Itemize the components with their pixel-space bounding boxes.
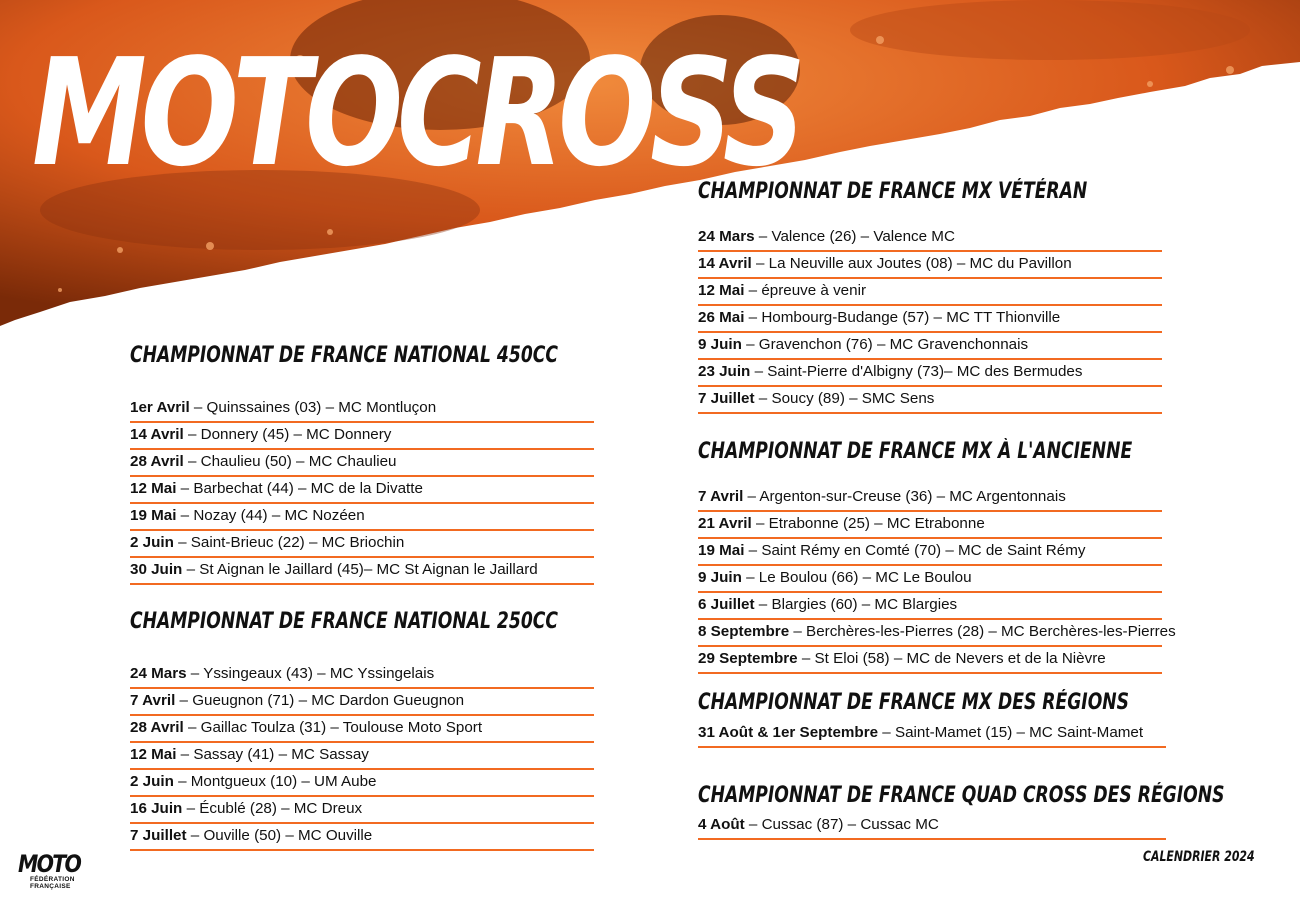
event-list — [698, 485, 1176, 674]
ffm-logo — [18, 852, 88, 890]
event-details: – Soucy (89) – SMC Sens — [754, 390, 935, 407]
event-list — [698, 721, 1166, 748]
event-details: – Argenton-sur-Creuse (36) – MC Argentonnais — [743, 488, 1066, 505]
event-date: 29 Septembre — [698, 650, 798, 667]
event-details: – Saint Rémy en Comté (70) – MC de Saint Rémy — [744, 542, 1086, 559]
event-details: – Gaillac Toulza (31) – Toulouse Moto Sport — [183, 719, 483, 736]
section-national-450cc — [130, 343, 594, 585]
event-details: – La Neuville aux Joutes (08) – MC du Pavillon — [751, 255, 1072, 272]
section-mx-veteran — [698, 179, 1162, 414]
event-row — [698, 387, 1162, 414]
event-row — [698, 306, 1162, 333]
event-row — [698, 566, 1162, 593]
logo-word: MOTO — [18, 850, 81, 878]
event-date: 30 Juin — [130, 561, 183, 578]
event-row — [698, 485, 1162, 512]
event-row — [698, 539, 1162, 566]
event-date: 9 Juin — [698, 336, 742, 353]
event-date: 2 Juin — [130, 534, 174, 551]
event-date: 7 Avril — [698, 488, 744, 505]
event-details: – épreuve à venir — [744, 282, 867, 299]
event-details: – Etrabonne (25) – MC Etrabonne — [751, 515, 985, 532]
event-row — [130, 531, 594, 558]
event-row — [130, 396, 594, 423]
event-details: – Le Boulou (66) – MC Le Boulou — [741, 569, 972, 586]
event-date: 24 Mars — [698, 228, 755, 245]
event-row — [698, 333, 1162, 360]
section-mx-regions — [698, 690, 1166, 748]
event-row — [130, 558, 594, 585]
event-date: 14 Avril — [698, 255, 752, 272]
event-list — [130, 396, 594, 585]
event-date: 23 Juin — [698, 363, 751, 380]
event-details: – St Eloi (58) – MC de Nevers et de la Nièvre — [797, 650, 1106, 667]
event-row — [130, 797, 594, 824]
event-date: 12 Mai — [130, 480, 177, 497]
event-row — [698, 647, 1162, 674]
event-details: – Berchères-les-Pierres (28) – MC Berchères-les-Pierres — [789, 623, 1176, 640]
event-details: – St Aignan le Jaillard (45)– MC St Aignan le Jaillard — [182, 561, 538, 578]
event-details: – Hombourg-Budange (57) – MC TT Thionville — [744, 309, 1061, 326]
event-details: – Donnery (45) – MC Donnery — [183, 426, 392, 443]
event-date: 26 Mai — [698, 309, 745, 326]
event-date: 2 Juin — [130, 773, 174, 790]
event-details: – Saint-Pierre d'Albigny (73)– MC des Bermudes — [750, 363, 1083, 380]
event-date: 9 Juin — [698, 569, 742, 586]
event-details: – Quinssaines (03) – MC Montluçon — [189, 399, 437, 416]
event-row — [130, 743, 594, 770]
event-details: – Valence (26) – Valence MC — [754, 228, 955, 245]
section-title: CHAMPIONNAT DE FRANCE MX VÉTÉRAN — [698, 179, 1088, 204]
section-title: CHAMPIONNAT DE FRANCE MX DES RÉGIONS — [698, 690, 1130, 715]
event-details: – Cussac (87) – Cussac MC — [744, 816, 939, 833]
event-date: 12 Mai — [698, 282, 745, 299]
section-national-250cc — [130, 609, 594, 851]
event-list — [698, 813, 1166, 840]
event-row — [698, 252, 1162, 279]
logo-subtitle-2: FRANÇAISE — [30, 883, 71, 890]
event-date: 14 Avril — [130, 426, 184, 443]
event-row — [698, 279, 1162, 306]
event-date: 28 Avril — [130, 719, 184, 736]
event-row — [130, 689, 594, 716]
event-row — [130, 824, 594, 851]
event-details: – Écublé (28) – MC Dreux — [182, 800, 363, 817]
event-details: – Saint-Brieuc (22) – MC Briochin — [173, 534, 405, 551]
event-date: 4 Août — [698, 816, 745, 833]
section-title: CHAMPIONNAT DE FRANCE MX À L'ANCIENNE — [698, 439, 1133, 464]
event-row — [698, 225, 1162, 252]
section-title: CHAMPIONNAT DE FRANCE NATIONAL 450CC — [130, 343, 558, 368]
event-date: 7 Juillet — [698, 390, 755, 407]
section-title: CHAMPIONNAT DE FRANCE QUAD CROSS DES RÉGIONS — [698, 783, 1225, 808]
event-row — [698, 512, 1162, 539]
event-row — [130, 662, 594, 689]
page-title: MOTOCROSS — [32, 27, 800, 199]
event-row — [130, 477, 594, 504]
event-row — [130, 450, 594, 477]
calendar-label: CALENDRIER 2024 — [1143, 849, 1255, 865]
event-details: – Sassay (41) – MC Sassay — [176, 746, 369, 763]
event-date: 8 Septembre — [698, 623, 790, 640]
event-row — [698, 593, 1162, 620]
event-date: 21 Avril — [698, 515, 752, 532]
event-row — [698, 721, 1166, 748]
event-details: – Nozay (44) – MC Nozéen — [176, 507, 365, 524]
section-mx-ancienne — [698, 439, 1176, 674]
event-row — [698, 360, 1162, 387]
event-date: 7 Avril — [130, 692, 176, 709]
event-row — [698, 620, 1176, 647]
event-date: 19 Mai — [130, 507, 177, 524]
event-details: – Blargies (60) – MC Blargies — [754, 596, 958, 613]
event-date: 28 Avril — [130, 453, 184, 470]
event-details: – Ouville (50) – MC Ouville — [186, 827, 373, 844]
event-row — [698, 813, 1166, 840]
event-details: – Yssingeaux (43) – MC Yssingelais — [186, 665, 435, 682]
event-date: 7 Juillet — [130, 827, 187, 844]
event-row — [130, 716, 594, 743]
event-details: – Montgueux (10) – UM Aube — [173, 773, 377, 790]
event-date: 19 Mai — [698, 542, 745, 559]
event-row — [130, 423, 594, 450]
event-details: – Saint-Mamet (15) – MC Saint-Mamet — [878, 724, 1144, 741]
event-date: 31 Août & 1er Septembre — [698, 724, 879, 741]
event-date: 24 Mars — [130, 665, 187, 682]
event-date: 1er Avril — [130, 399, 190, 416]
bg-shadow — [850, 0, 1250, 60]
event-row — [130, 770, 594, 797]
event-details: – Gravenchon (76) – MC Gravenchonnais — [741, 336, 1029, 353]
event-details: – Barbechat (44) – MC de la Divatte — [176, 480, 423, 497]
event-date: 6 Juillet — [698, 596, 755, 613]
event-date: 16 Juin — [130, 800, 183, 817]
section-title: CHAMPIONNAT DE FRANCE NATIONAL 250CC — [130, 609, 558, 634]
section-quad-cross-regions — [698, 783, 1225, 840]
logo-subtitle-1: FÉDÉRATION — [30, 876, 75, 883]
event-row — [130, 504, 594, 531]
event-details: – Chaulieu (50) – MC Chaulieu — [183, 453, 397, 470]
event-details: – Gueugnon (71) – MC Dardon Gueugnon — [175, 692, 465, 709]
event-date: 12 Mai — [130, 746, 177, 763]
event-list — [130, 662, 594, 851]
event-list — [698, 225, 1162, 414]
